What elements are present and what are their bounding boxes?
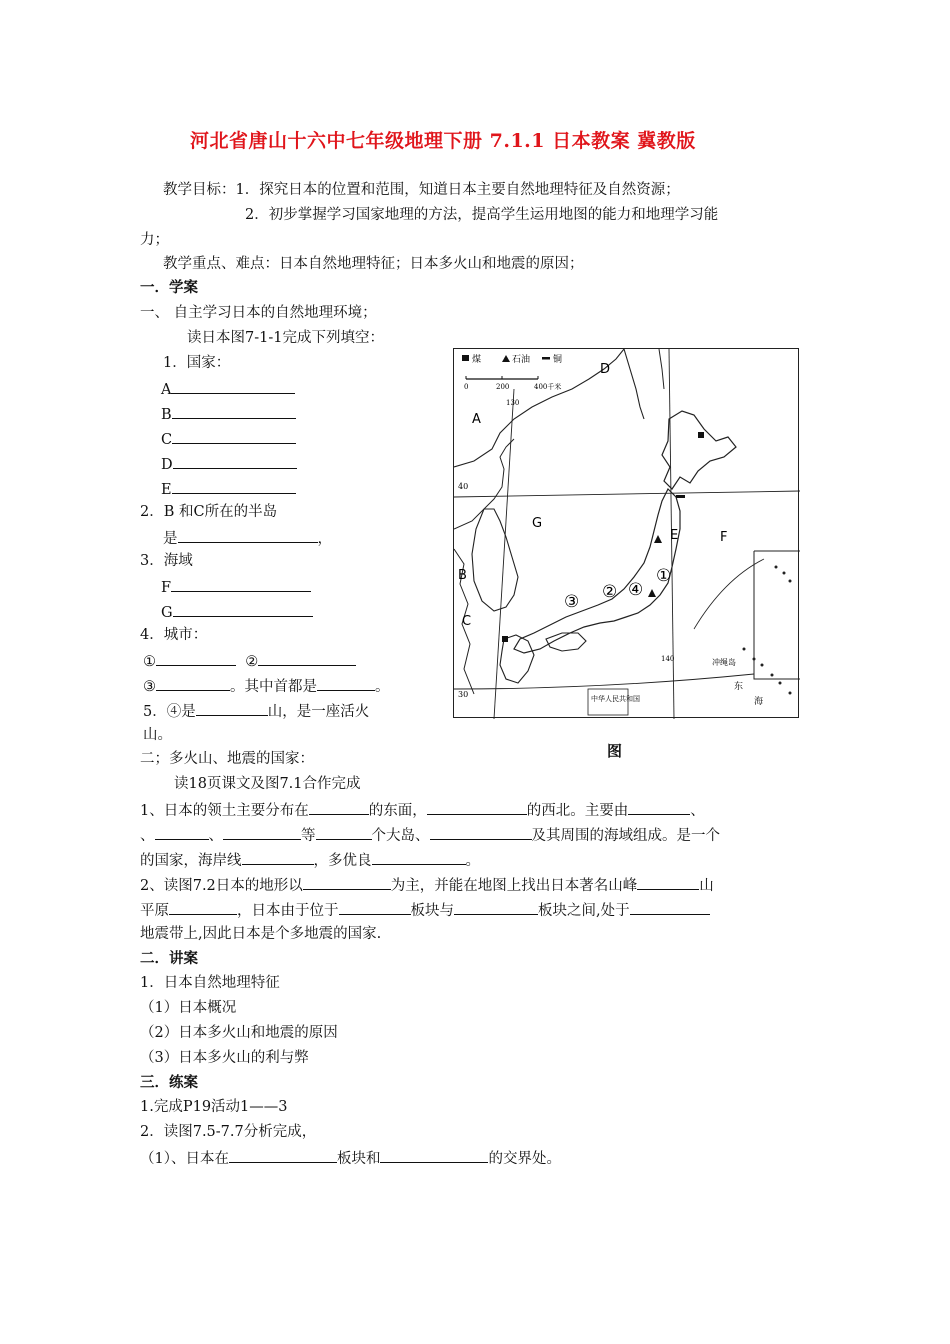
q1-label: 1．国家： (163, 355, 231, 371)
legend-oil: 石油 (512, 355, 531, 365)
country-e-blank: E (161, 479, 296, 499)
part2-p2-line3: 地震带上,因此日本是个多地震的国家. (140, 926, 382, 942)
lat-40: 40 (458, 482, 469, 491)
section1-heading: 一．学案 (140, 279, 198, 296)
sea-text-2: 海 (754, 697, 764, 707)
legend-copper: 铜 (553, 355, 563, 365)
section3-line1: 1.完成P19活动1——3 (140, 1099, 288, 1115)
label-E: E (670, 528, 679, 543)
okinawa-label: 冲绳岛 (712, 658, 736, 667)
key-points: 教学重点、难点：日本自然地理特征；日本多火山和地震的原因； (163, 256, 584, 272)
part2-p2-line1: 2、读图7.2日本的地形以 为主，并能在地图上找出日本著名山峰 山 (140, 875, 714, 895)
city-blanks-1: ① ② (143, 651, 356, 671)
lat-30: 30 (458, 690, 469, 699)
label-A: A (472, 412, 481, 427)
inset-label: 中华人民共和国 (591, 695, 640, 703)
label-F: F (720, 530, 728, 545)
label-B: B (458, 568, 467, 583)
map-numbers (564, 566, 671, 612)
section3-heading: 三．练案 (140, 1074, 198, 1091)
q2-label: 2．B 和C所在的半岛 (140, 504, 278, 520)
lon-130: 130 (506, 399, 520, 407)
label-C: C (462, 614, 472, 629)
part2-p1-line3: 的国家，海岸线 ，多优良 。 (140, 850, 480, 870)
page-title: 河北省唐山十六中七年级地理下册 7.1.1 日本教案 冀教版 (190, 130, 696, 152)
num-1: ① (656, 566, 672, 586)
section2-item2: （2）日本多火山和地震的原因 (140, 1025, 338, 1041)
country-a-blank: A (161, 379, 295, 399)
map-caption: 图 (607, 742, 623, 760)
korean-peninsula (472, 509, 518, 611)
country-d-blank: D (161, 454, 297, 474)
section2-item3: （3）日本多火山的利与弊 (140, 1050, 309, 1066)
japan-map-drawing (454, 349, 800, 719)
kyushu (500, 635, 534, 683)
lon-140: 140 (661, 655, 675, 663)
q5-line-cont: 山。 (143, 727, 172, 743)
scale-400: 400千米 (534, 383, 562, 391)
part2-p1-line2: 、 、 等 个大岛、 及其周围的海域组成。是一个 (140, 825, 720, 845)
sea-f-blank: F (161, 577, 311, 597)
objectives-line1 (163, 181, 680, 199)
map-legend (462, 353, 562, 391)
ryukyu-islands (743, 566, 792, 695)
q5-line: 5．④是 山，是一座活火 (143, 701, 369, 721)
part2-p2-line2: 平原 ，日本由于位于 板块与 板块之间,处于 (140, 900, 710, 920)
objective-2-cont: 力； (140, 232, 169, 248)
oil-marker (648, 589, 656, 597)
num-2: ② (602, 582, 618, 602)
q4-label: 4．城市： (140, 627, 208, 643)
oil-marker (654, 535, 662, 543)
coal-marker (698, 432, 704, 438)
legend-coal: 煤 (472, 355, 482, 365)
part1-instruction: 读日本图7-1-1完成下列填空： (187, 330, 384, 346)
q3-label: 3．海域 (140, 553, 193, 569)
q2-blank: 是 ， (163, 528, 332, 548)
country-b-blank: B (161, 404, 296, 424)
part2-title: 二；多火山、地震的国家： (140, 751, 314, 767)
map-letters (458, 362, 727, 629)
scale-0: 0 (464, 383, 469, 391)
section2-line1: 1．日本自然地理特征 (140, 975, 280, 991)
country-c-blank: C (161, 429, 296, 449)
part1-title: 一、 自主学习日本的自然地理环境； (140, 305, 377, 321)
num-4: ④ (628, 580, 644, 600)
mainland-coast (454, 349, 624, 467)
label-G: G (532, 516, 543, 531)
sakhalin (624, 349, 644, 419)
part2-instruction: 读18页课文及图7.1合作完成 (174, 776, 361, 792)
hokkaido (662, 411, 736, 489)
section2-item1: （1）日本概况 (140, 1000, 237, 1016)
sea-g-blank: G (161, 602, 313, 622)
part2-p1-line1: 1、日本的领土主要分布在 的东面， 的西北。主要由 、 (140, 800, 705, 820)
objective-2: 2．初步掌握学习国家地理的方法，提高学生运用地图的能力和地理学习能 (245, 207, 719, 223)
objectives-label: 教学目标： (163, 182, 236, 198)
coal-marker (502, 636, 508, 642)
section3-line3: （1）、日本在 板块和 的交界处。 (140, 1148, 561, 1168)
scale-200: 200 (496, 383, 510, 391)
label-D: D (600, 362, 611, 377)
objective-1: 1．探究日本的位置和范围，知道日本主要自然地理特征及自然资源； (235, 182, 680, 198)
japan-map (453, 348, 799, 718)
sea-text-1: 东 (734, 682, 744, 692)
city-blanks-2: ③ 。其中首都是 。 (143, 676, 390, 696)
num-3: ③ (564, 592, 580, 612)
section3-line2: 2．读图7.5-7.7分析完成， (140, 1124, 317, 1140)
copper-marker (676, 495, 685, 498)
section2-heading: 二．讲案 (140, 950, 198, 967)
